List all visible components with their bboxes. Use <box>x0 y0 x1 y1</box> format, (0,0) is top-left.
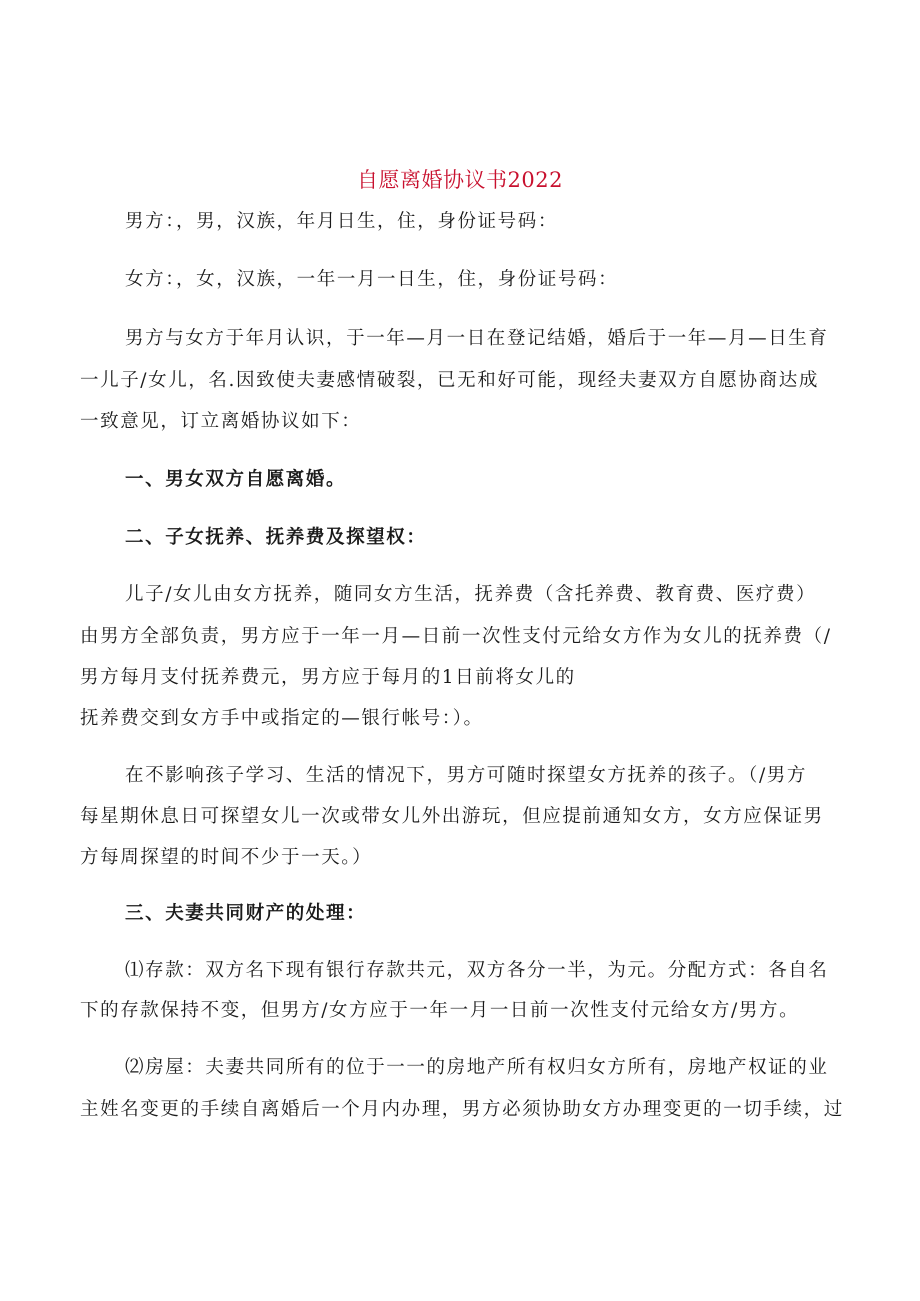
party-female-line: 女方：，女，汉族，一年一月一日生，住，身份证号码： <box>125 269 619 290</box>
custody-paragraph-line-1: 儿子/女儿由女方抚养，随同女方生活，抚养费（含托养费、教育费、医疗费） <box>125 584 817 605</box>
section-one-heading: 一、男女双方自愿离婚。 <box>125 469 347 490</box>
visitation-paragraph-line-2: 每星期休息日可探望女儿一次或带女儿外出游玩，但应提前通知女方，女方应保证男 <box>80 806 824 827</box>
intro-paragraph-line-3: 一致意见，订立离婚协议如下： <box>80 411 362 432</box>
custody-paragraph-line-2: 由男方全部负责，男方应于一年一月—日前一次性支付元给女方作为女儿的抚养费（/ <box>80 626 832 647</box>
custody-paragraph-line-4: 抚养费交到女方手中或指定的—银行帐号：）。 <box>80 708 484 729</box>
section-three-heading: 三、夫妻共同财产的处理： <box>125 903 367 924</box>
visitation-paragraph-line-3: 方每周探望的时间不少于一天。） <box>80 847 373 868</box>
section-two-heading: 二、子女抚养、抚养费及探望权： <box>125 527 427 548</box>
visitation-paragraph-line-1: 在不影响孩子学习、生活的情况下，男方可随时探望女方抚养的孩子。（/男方 <box>125 765 807 786</box>
custody-paragraph-line-3: 男方每月支付抚养费元，男方应于每月的1日前将女儿的 <box>80 667 576 688</box>
party-male-line: 男方：，男，汉族，年月日生，住，身份证号码： <box>125 211 558 232</box>
intro-paragraph-line-1: 男方与女方于年月认识，于一年—月一日在登记结婚，婚后于一年—月—日生育 <box>125 328 829 349</box>
house-paragraph-line-2: 主姓名变更的手续自离婚后一个月内办理，男方必须协助女方办理变更的一切手续，过 <box>80 1099 844 1120</box>
intro-paragraph-line-2: 一儿子/女儿，名.因致使夫妻感情破裂，已无和好可能，现经夫妻双方自愿协商达成 <box>80 370 819 391</box>
deposit-paragraph-line-2: 下的存款保持不变，但男方/女方应于一年一月一日前一次性支付元给女方/男方。 <box>80 1000 800 1021</box>
house-paragraph-line-1: ⑵房屋：夫妻共同所有的位于一一的房地产所有权归女方所有，房地产权证的业 <box>125 1057 829 1078</box>
document-title: 自愿离婚协议书2022 <box>357 168 563 192</box>
deposit-paragraph-line-1: ⑴存款：双方名下现有银行存款共元，双方各分一半，为元。分配方式：各自名 <box>125 960 829 981</box>
